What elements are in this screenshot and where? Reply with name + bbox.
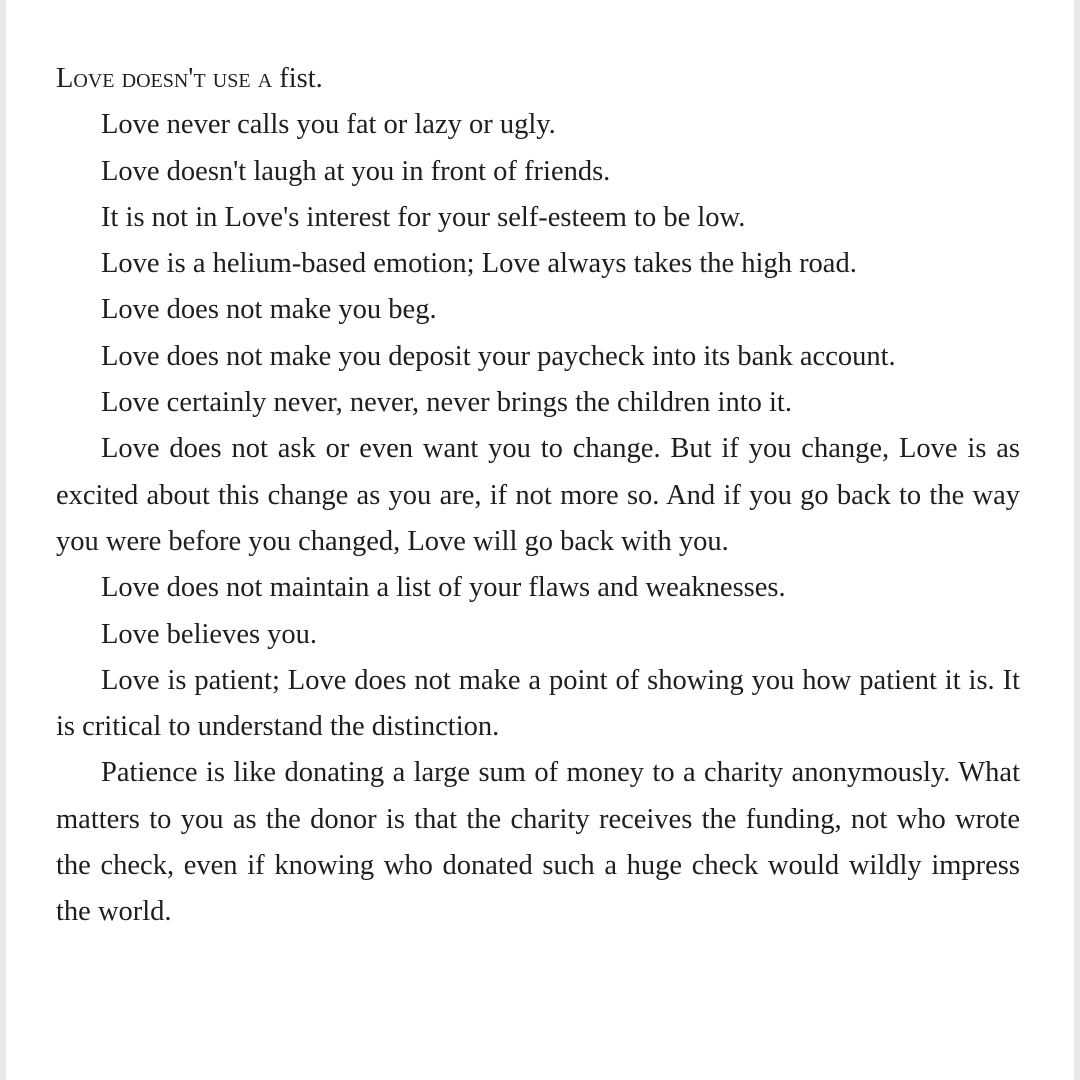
paragraph: Love never calls you fat or lazy or ugly.	[101, 109, 556, 141]
opening-small-caps: Love doesn't use a	[56, 63, 273, 94]
page-edge-left	[0, 0, 6, 1080]
paragraph: Love is patient; Love does not make a point of showing you how patient it is. It is critical to understand the distinction.	[56, 664, 1020, 743]
opening-rest: fist.	[272, 63, 323, 94]
paragraph: Love certainly never, never, never brings the children into it.	[101, 387, 792, 419]
opening-line	[56, 56, 1020, 102]
paragraph: It is not in Love's interest for your self-esteem to be low.	[101, 201, 746, 233]
document-page	[56, 56, 1020, 936]
page-edge-right	[1074, 0, 1080, 1080]
paragraph: Love does not make you beg.	[101, 294, 437, 326]
paragraph: Love does not ask or even want you to change. But if you change, Love is as excited about this change as you are, if not more so. And if you go back to the way you were before you changed, Love will go back with you.	[56, 433, 1020, 557]
paragraph: Love does not make you deposit your paycheck into its bank account.	[101, 340, 896, 372]
paragraph: Love is a helium-based emotion; Love always takes the high road.	[101, 248, 857, 280]
paragraph: Love believes you.	[101, 618, 318, 650]
paragraph: Patience is like donating a large sum of money to a charity anonymously. What matters to you as the donor is that the charity receives the funding, not who wrote the check, even if knowing who donated such a huge check would wildly impress the world.	[56, 757, 1020, 928]
paragraph: Love doesn't laugh at you in front of friends.	[101, 155, 611, 187]
paragraph: Love does not maintain a list of your flaws and weaknesses.	[101, 572, 786, 604]
